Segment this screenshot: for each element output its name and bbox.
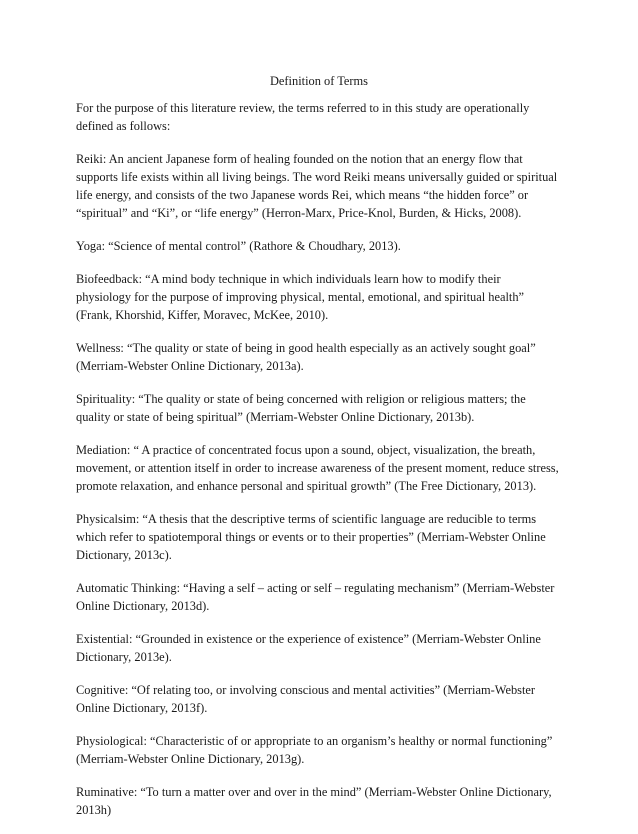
document-title: Definition of Terms <box>269 74 368 88</box>
paragraph-line: Dictionary, 2013e). <box>76 650 172 664</box>
paragraph-line: supports life exists within all living beings. The word Reiki means universally guided or spiritual <box>76 170 558 184</box>
definition-paragraph <box>76 630 566 666</box>
definition-paragraph <box>76 270 566 324</box>
paragraph-line: Spirituality: “The quality or state of being concerned with religion or religious matters; the <box>76 392 526 406</box>
paragraph-line: defined as follows: <box>76 119 171 133</box>
paragraph-line: Biofeedback: “A mind body technique in which individuals learn how to modify their <box>76 272 501 286</box>
paragraph-line: Online Dictionary, 2013f). <box>76 701 208 715</box>
paragraph-line: Wellness: “The quality or state of being in good health especially as an actively sought goal” <box>76 341 536 355</box>
paragraph-line: movement, or attention itself in order to increase awareness of the present moment, reduce stress, <box>76 461 559 475</box>
paragraph-line: life energy, and consists of the two Japanese words Rei, which means “the hidden force” or <box>76 188 529 202</box>
definition-paragraph <box>76 681 566 717</box>
paragraph-line: Yoga: “Science of mental control” (Rathore & Choudhary, 2013). <box>76 239 401 253</box>
paragraph-line: For the purpose of this literature review, the terms referred to in this study are operationally <box>76 101 530 115</box>
paragraph-line: (Merriam-Webster Online Dictionary, 2013g). <box>76 752 305 766</box>
paragraph-line: Physiological: “Characteristic of or appropriate to an organism’s healthy or normal functioning” <box>76 734 553 748</box>
paragraph-line: (Merriam-Webster Online Dictionary, 2013a). <box>76 359 304 373</box>
definition-paragraph <box>76 99 566 135</box>
paragraph-line: Automatic Thinking: “Having a self – acting or self – regulating mechanism” (Merriam-Webster <box>76 581 555 595</box>
paragraph-line: which refer to spatiotemporal things or events or to their properties” (Merriam-Webster Online <box>76 530 546 544</box>
document-body <box>76 99 566 834</box>
definition-paragraph <box>76 237 566 255</box>
paragraph-line: Ruminative: “To turn a matter over and over in the mind” (Merriam-Webster Online Dictionary, <box>76 785 552 799</box>
paragraph-line: Dictionary, 2013c). <box>76 548 172 562</box>
definition-paragraph <box>76 339 566 375</box>
definition-paragraph <box>76 390 566 426</box>
paragraph-line: (Frank, Khorshid, Kiffer, Moravec, McKee, 2010). <box>76 308 329 322</box>
paragraph-line: 2013h) <box>76 803 112 817</box>
definition-paragraph <box>76 510 566 564</box>
paragraph-line: Cognitive: “Of relating too, or involving conscious and mental activities” (Merriam-Webster <box>76 683 536 697</box>
paragraph-line: Existential: “Grounded in existence or the experience of existence” (Merriam-Webster Online <box>76 632 541 646</box>
paragraph-line: Mediation: “ A practice of concentrated focus upon a sound, object, visualization, the breath, <box>76 443 536 457</box>
definition-paragraph <box>76 579 566 615</box>
definition-paragraph <box>76 150 566 222</box>
paragraph-line: “spiritual” and “Ki”, or “life energy” (Herron-Marx, Price-Knol, Burden, & Hicks, 2008). <box>76 206 522 220</box>
paragraph-line: Physicalsim: “A thesis that the descriptive terms of scientific language are reducible to terms <box>76 512 537 526</box>
paragraph-line: quality or state of being spiritual” (Merriam-Webster Online Dictionary, 2013b). <box>76 410 475 424</box>
paragraph-line: promote relaxation, and enhance personal and spiritual growth” (The Free Dictionary, 2013). <box>76 479 537 493</box>
definition-paragraph <box>76 441 566 495</box>
paragraph-line: Reiki: An ancient Japanese form of healing founded on the notion that an energy flow that <box>76 152 523 166</box>
paragraph-line: physiology for the purpose of improving physical, mental, emotional, and spiritual health” <box>76 290 525 304</box>
definition-paragraph <box>76 783 566 819</box>
paragraph-line: Online Dictionary, 2013d). <box>76 599 210 613</box>
definition-paragraph <box>76 732 566 768</box>
